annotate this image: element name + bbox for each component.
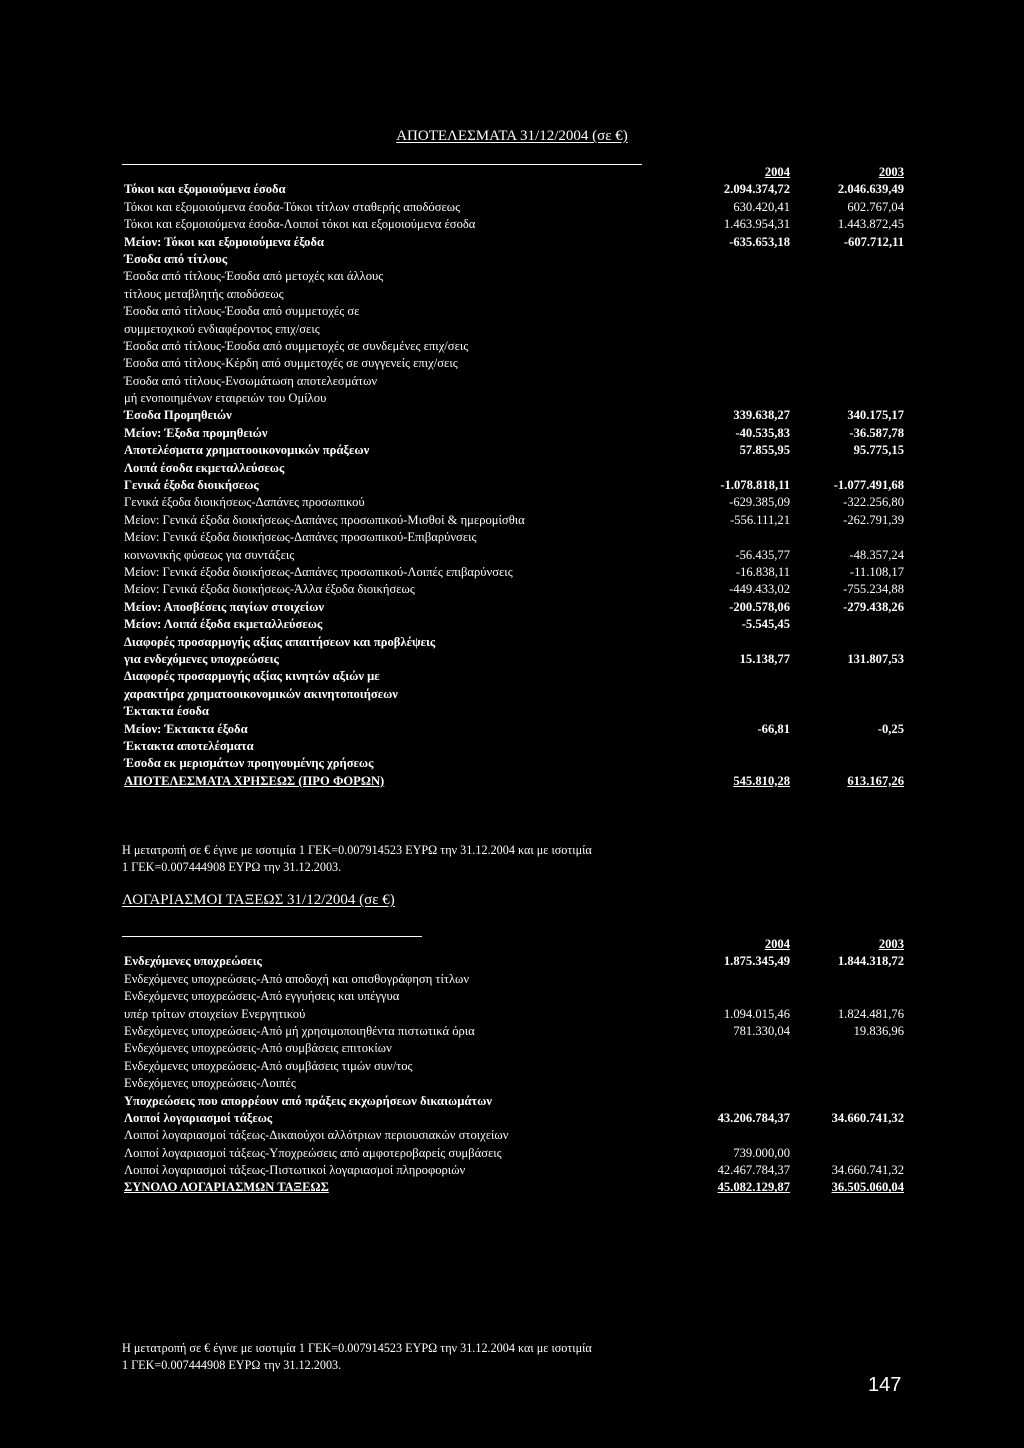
row-label: Ενδεχόμενες υποχρεώσεις-Από συμβάσεις επιτοκίων (124, 1041, 392, 1056)
table-row (122, 1023, 904, 1040)
row-value-2004: 1.094.015,46 (723, 1006, 790, 1021)
note-line: Η μετατροπή σε € έγινε με ισοτιμία 1 ΓΕΚ=0.007914523 ΕΥΡΩ την 31.12.2004 και με ισοτιμία (122, 1341, 592, 1355)
row-label: Μείον: Γενικά έξοδα διοικήσεως-Δαπάνες προσωπικού-Λοιπές επιβαρύνσεις (124, 564, 513, 579)
row-label: Έσοδα Προμηθειών (124, 408, 232, 423)
results-year-2003: 2003 (878, 165, 904, 179)
row-value-2004: 339.638,27 (733, 408, 790, 423)
row-value-2004: -200.578,06 (729, 599, 790, 614)
row-label: Ενδεχόμενες υποχρεώσεις-Από εγγυήσεις και υπέγγυα (124, 989, 400, 1004)
table-row (122, 599, 904, 616)
row-label: Διαφορές προσαρμογής αξίας κινητών αξιών με (124, 669, 380, 684)
table-row (122, 390, 904, 407)
row-value-2003: 131.807,53 (847, 651, 904, 666)
row-value-2003: 1.844.318,72 (837, 954, 904, 969)
row-label: Λοιποί λογαριασμοί τάξεως (124, 1110, 273, 1125)
table-row (122, 755, 904, 772)
row-value-2004: 15.138,77 (739, 651, 790, 666)
table-row (122, 564, 904, 581)
row-value-2004: -629.385,09 (729, 495, 790, 510)
table-row (122, 181, 904, 198)
table-row (122, 425, 904, 442)
table-row (122, 1093, 904, 1110)
table-row (122, 286, 904, 303)
row-value-2004: 45.082.129,87 (717, 1180, 790, 1195)
row-value-2004: -1.078.818,11 (720, 478, 790, 493)
table-row (122, 988, 904, 1005)
row-label: Ενδεχόμενες υποχρεώσεις (124, 954, 262, 969)
table-row (122, 1110, 904, 1127)
table-row (122, 216, 904, 233)
row-value-2003: 1.443.872,45 (837, 217, 904, 232)
row-label: Τόκοι και εξομοιούμενα έσοδα-Λοιποί τόκοι και εξομοιούμενα έσοδα (124, 217, 476, 232)
table-row (122, 234, 904, 251)
row-label: Μείον: Έξοδα προμηθειών (124, 425, 268, 440)
table-row (122, 373, 904, 390)
results-header-row (122, 164, 904, 181)
row-label: Γενικά έξοδα διοικήσεως (124, 478, 259, 493)
row-label: Λοιποί λογαριασμοί τάξεως-Δικαιούχοι αλλότριων περιουσιακών στοιχείων (124, 1128, 509, 1143)
results-year-2004: 2004 (764, 165, 790, 179)
row-label: ΣΥΝΟΛΟ ΛΟΓΑΡΙΑΣΜΩΝ ΤΑΞΕΩΣ (124, 1180, 329, 1195)
table-row (122, 738, 904, 755)
row-value-2003: -11.108,17 (849, 564, 904, 579)
row-value-2003: 1.824.481,76 (837, 1006, 904, 1021)
memo-title: ΛΟΓΑΡΙΑΣΜΟΙ ΤΑΞΕΩΣ 31/12/2004 (σε €) (122, 892, 395, 908)
row-value-2004: 781.330,04 (733, 1023, 790, 1038)
row-value-2004: -56.435,77 (735, 547, 790, 562)
table-row (122, 971, 904, 988)
row-value-2004: -40.535,83 (735, 425, 790, 440)
row-label: Αποτελέσματα χρηματοοικονομικών πράξεων (124, 443, 370, 458)
table-row (122, 953, 904, 970)
table-row (122, 773, 904, 790)
row-label: Μείον: Γενικά έξοδα διοικήσεως-Δαπάνες προσωπικού-Επιβαρύνσεις (124, 530, 477, 545)
table-row (122, 494, 904, 511)
row-label: τίτλους μεταβλητής αποδόσεως (124, 286, 284, 301)
table-row (122, 268, 904, 285)
table-row (122, 668, 904, 685)
results-conversion-note (122, 842, 592, 876)
row-label: Μείον: Λοιπά έξοδα εκμεταλλεύσεως (124, 617, 323, 632)
table-row (122, 686, 904, 703)
memo-conversion-note (122, 1340, 592, 1374)
row-value-2003: 613.167,26 (847, 773, 904, 788)
memo-year-2004: 2004 (764, 937, 790, 951)
row-value-2004: -556.111,21 (730, 512, 790, 527)
row-label: Διαφορές προσαρμογής αξίας απαιτήσεων και προβλέψεις (124, 634, 436, 649)
row-label: Λοιποί λογαριασμοί τάξεως-Πιστωτικοί λογαριασμοί πληροφοριών (124, 1163, 466, 1178)
note-line: Η μετατροπή σε € έγινε με ισοτιμία 1 ΓΕΚ=0.007914523 ΕΥΡΩ την 31.12.2004 και με ισοτιμία (122, 843, 592, 857)
table-row (122, 1006, 904, 1023)
row-label: Τόκοι και εξομοιούμενα έσοδα-Τόκοι τίτλων σταθερής αποδόσεως (124, 199, 461, 214)
row-label: Λοιπά έσοδα εκμεταλλεύσεως (124, 460, 285, 475)
table-row (122, 355, 904, 372)
page-number: 147 (868, 1374, 902, 1396)
row-label: Μείον: Γενικά έξοδα διοικήσεως-Δαπάνες προσωπικού-Μισθοί & ημερομίσθια (124, 512, 525, 527)
table-row (122, 529, 904, 546)
row-label: Έκτακτα έσοδα (124, 704, 209, 719)
row-value-2004: 630.420,41 (733, 199, 790, 214)
row-value-2003: 19.836,96 (853, 1023, 904, 1038)
row-label: Υποχρεώσεις που απορρέουν από πράξεις εκχωρήσεων δικαιωμάτων (124, 1093, 493, 1108)
memo-year-2003: 2003 (878, 937, 904, 951)
table-row (122, 1179, 904, 1196)
table-row (122, 512, 904, 529)
row-label: Έσοδα από τίτλους-Έσοδα από μετοχές και άλλους (124, 269, 384, 284)
row-label: Μείον: Τόκοι και εξομοιούμενα έξοδα (124, 234, 325, 249)
table-row (122, 1058, 904, 1075)
row-value-2003: -36.587,78 (849, 425, 904, 440)
row-label: χαρακτήρα χρηματοοικονομικών ακινητοποιήσεων (124, 686, 398, 701)
row-value-2003: -279.438,26 (843, 599, 904, 614)
row-label: Έσοδα από τίτλους-Κέρδη από συμμετοχές σε συγγενείς επιχ/σεις (124, 356, 458, 371)
row-value-2003: -322.256,80 (843, 495, 904, 510)
row-label: Έκτακτα αποτελέσματα (124, 738, 254, 753)
row-label: κοινωνικής φύσεως για συντάξεις (124, 547, 295, 562)
row-value-2003: 95.775,15 (853, 443, 904, 458)
row-value-2003: 34.660.741,32 (831, 1110, 904, 1125)
row-value-2003: -0,25 (877, 721, 904, 736)
row-label: Μείον: Αποσβέσεις παγίων στοιχείων (124, 599, 324, 614)
row-value-2004: 42.467.784,37 (717, 1163, 790, 1178)
table-row (122, 1040, 904, 1057)
results-table (122, 164, 904, 790)
table-row (122, 407, 904, 424)
row-value-2004: 739.000,00 (733, 1145, 790, 1160)
row-value-2003: 34.660.741,32 (831, 1163, 904, 1178)
row-label: Μείον: Έκτακτα έξοδα (124, 721, 248, 736)
row-value-2004: 1.875.345,49 (723, 954, 790, 969)
row-value-2004: -5.545,45 (741, 617, 790, 632)
row-value-2003: -607.712,11 (843, 234, 904, 249)
row-value-2003: 602.767,04 (847, 199, 904, 214)
table-row (122, 1075, 904, 1092)
row-value-2003: -262.791,39 (843, 512, 904, 527)
row-value-2004: 2.094.374,72 (723, 182, 790, 197)
table-row (122, 477, 904, 494)
note-line: 1 ΓΕΚ=0.007444908 ΕΥΡΩ την 31.12.2003. (122, 860, 342, 874)
row-label: υπέρ τρίτων στοιχείων Ενεργητικού (124, 1006, 306, 1021)
row-label: ΑΠΟΤΕΛΕΣΜΑΤΑ ΧΡΗΣΕΩΣ (ΠΡΟ ΦΟΡΩΝ) (124, 773, 385, 788)
row-value-2003: -755.234,88 (843, 582, 904, 597)
table-row (122, 460, 904, 477)
row-label: Έσοδα εκ μερισμάτων προηγουμένης χρήσεως (124, 756, 374, 771)
row-value-2004: 57.855,95 (739, 443, 790, 458)
row-value-2003: 340.175,17 (847, 408, 904, 423)
row-label: Γενικά έξοδα διοικήσεως-Δαπάνες προσωπικού (124, 495, 365, 510)
table-row (122, 1145, 904, 1162)
row-value-2004: -635.653,18 (729, 234, 790, 249)
row-value-2004: 545.810,28 (733, 773, 790, 788)
row-label: Ενδεχόμενες υποχρεώσεις-Λοιπές (124, 1076, 296, 1091)
row-label: Έσοδα από τίτλους (124, 251, 228, 266)
row-label: για ενδεχόμενες υποχρεώσεις (124, 651, 279, 666)
row-label: Μείον: Γενικά έξοδα διοικήσεως-Άλλα έξοδα διοικήσεως (124, 582, 415, 597)
row-value-2004: 1.463.954,31 (723, 217, 790, 232)
table-row (122, 634, 904, 651)
memo-header-row (122, 936, 904, 953)
table-row (122, 651, 904, 668)
table-row (122, 199, 904, 216)
table-row (122, 616, 904, 633)
table-row (122, 703, 904, 720)
row-label: μή ενοποιημένων εταιρειών του Ομίλου (124, 391, 327, 406)
table-row (122, 581, 904, 598)
row-value-2004: -16.838,11 (735, 564, 790, 579)
row-value-2003: -48.357,24 (849, 547, 904, 562)
note-line: 1 ΓΕΚ=0.007444908 ΕΥΡΩ την 31.12.2003. (122, 1358, 342, 1372)
row-value-2004: -66,81 (757, 721, 790, 736)
table-row (122, 1162, 904, 1179)
row-label: Έσοδα από τίτλους-Ενσωμάτωση αποτελεσμάτων (124, 373, 378, 388)
row-label: Ενδεχόμενες υποχρεώσεις-Από συμβάσεις τιμών συν/τος (124, 1058, 413, 1073)
row-label: Λοιποί λογαριασμοί τάξεως-Υποχρεώσεις από αμφοτεροβαρείς συμβάσεις (124, 1145, 502, 1160)
table-row (122, 721, 904, 738)
table-row (122, 321, 904, 338)
row-label: Έσοδα από τίτλους-Έσοδα από συμμετοχές σε συνδεμένες επιχ/σεις (124, 338, 469, 353)
row-value-2003: -1.077.491,68 (833, 478, 904, 493)
row-label: Τόκοι και εξομοιούμενα έσοδα (124, 182, 286, 197)
row-value-2003: 36.505.060,04 (831, 1180, 904, 1195)
table-row (122, 547, 904, 564)
table-row (122, 303, 904, 320)
memo-table (122, 936, 904, 1197)
row-label: Ενδεχόμενες υποχρεώσεις-Από αποδοχή και οπισθογράφηση τίτλων (124, 971, 470, 986)
table-row (122, 442, 904, 459)
results-title: ΑΠΟΤΕΛΕΣΜΑΤΑ 31/12/2004 (σε €) (396, 128, 628, 144)
table-row (122, 338, 904, 355)
table-row (122, 251, 904, 268)
row-value-2003: 2.046.639,49 (837, 182, 904, 197)
row-label: Ενδεχόμενες υποχρεώσεις-Από μή χρησιμοποιηθέντα πιστωτικά όρια (124, 1023, 475, 1038)
row-label: συμμετοχικού ενδιαφέροντος επιχ/σεις (124, 321, 320, 336)
table-row (122, 1127, 904, 1144)
row-label: Έσοδα από τίτλους-Έσοδα από συμμετοχές σε (124, 304, 360, 319)
row-value-2004: -449.433,02 (729, 582, 790, 597)
row-value-2004: 43.206.784,37 (717, 1110, 790, 1125)
